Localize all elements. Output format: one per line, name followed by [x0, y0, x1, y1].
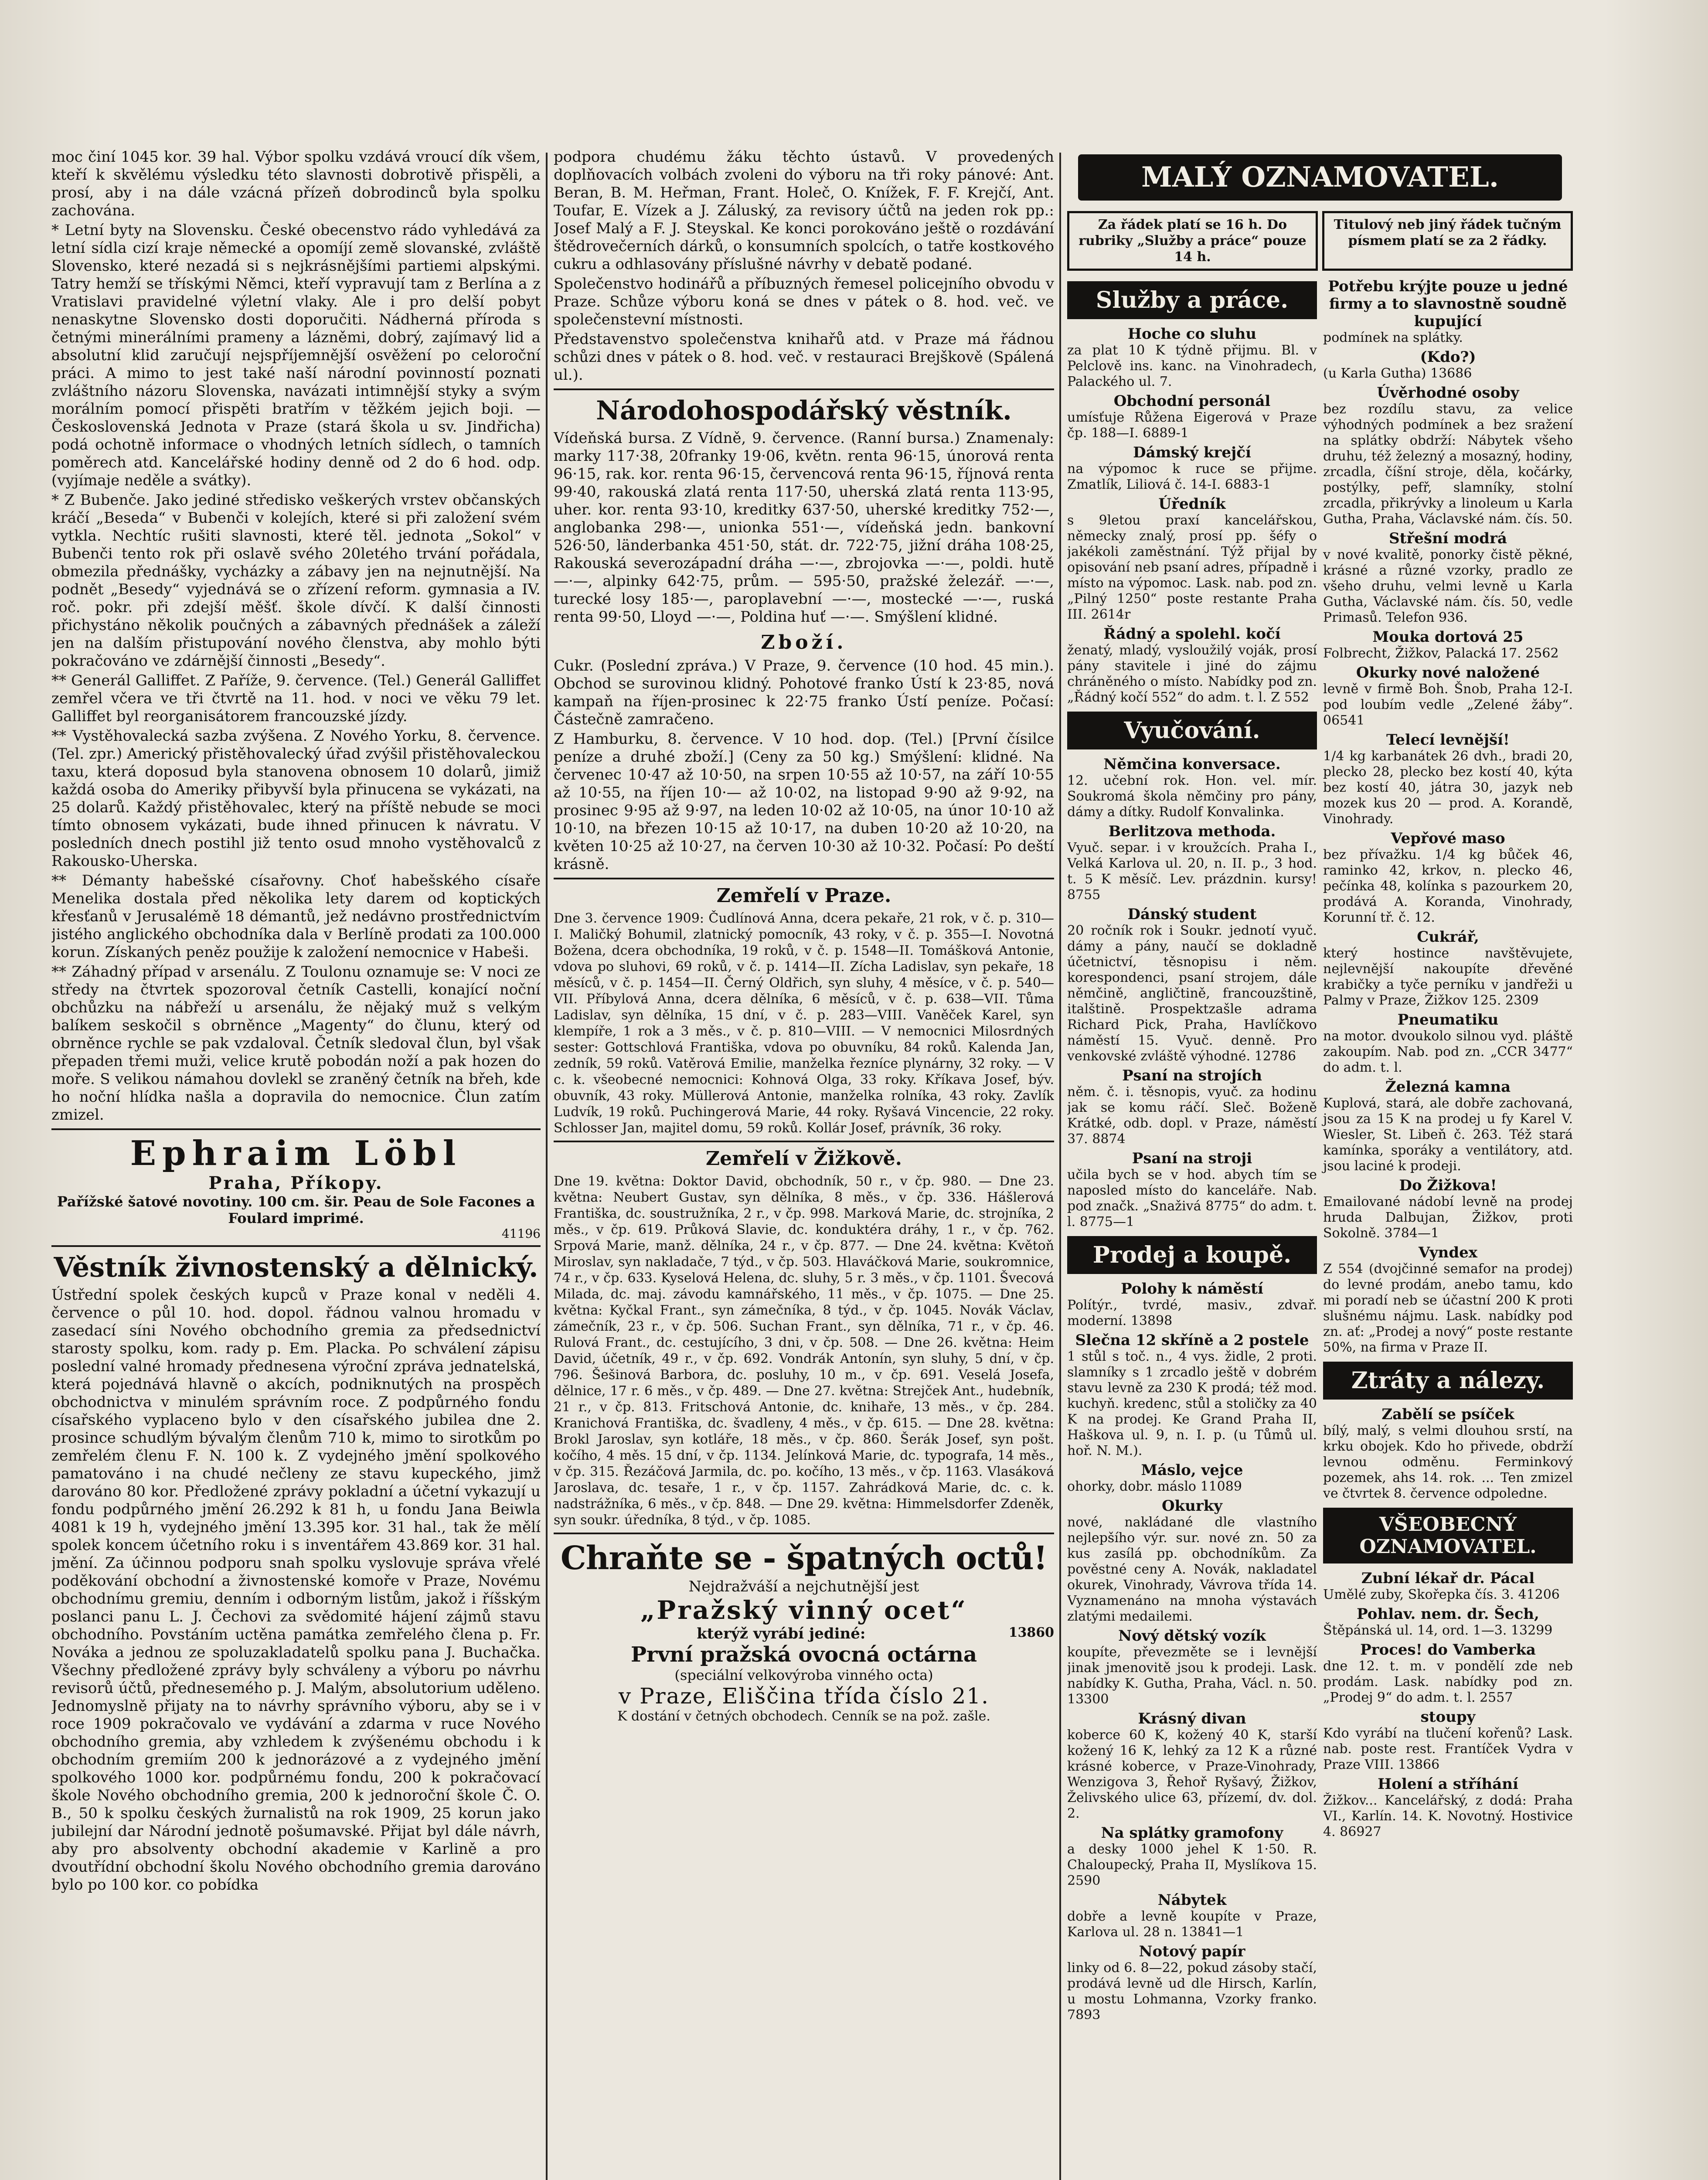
classified-head: Němčina konversace.: [1103, 756, 1281, 773]
classified-body: nové, nakládané dle vlastního nejlepšího výr. sur. nové zn. 50 za kus zasílá pp. obchodníkům. Za pověstné ceny A. Novák, nakladatel okurek, Vinohrady, Vávrova třída 14. Vyznamenáno na mnoha výstavách zlatými medailemi.: [1067, 1515, 1317, 1624]
zemreli-praha-list: Dne 3. července 1909: Čudlínová Anna, dcera pekaře, 21 rok, v č. p. 310—I. Maličký Bohumil, zlatnický pomocník, 43 roky, v č. p. 355—I. Novotná Božena, dcera obchodníka, 19 roků, v č. p. 1548—II. Tomášková Antonie, vdova po sluhovi, 69 roků, v č. p. 1414—II. Zícha Ladislav, syn pekaře, 18 měsíců, v č. p. 1454—II. Černý Oldřich, syn sluhy, 4 měsíce, v č. p. 540—VII. Příbylová Anna, dcera dělníka, 6 měsíců, v č. p. 638—VII. Tůma Ladislav, syn dělníka, 15 dní, v č. p. 283—VIII. Vaněček Karel, syn klempíře, 1 rok a 3 měs., v č. p. 810—VIII. — V nemocnici Milosrdných sester: Gottschlová Františka, vdova po obuvníku, 84 roků. Kalenda Jan, zedník, 59 roků. Vatěrová Emilie, manželka řezníce plynárny, 32 roky. — V c. k. všeobecné nemocnici: Kohnová Olga, 33 roky. Kříkava Josef, býv. obuvník, 43 roky. Müllerová Antonie, manželka rolníka, 43 roky. Zavlík Ludvík, 19 roků. Puchingerová Marie, 44 roky. Ryšavá Vincencie, 22 roky. Schlosser Jan, majitel domu, 59 roků. Kollár Josef, právník, 36 roky.: [554, 911, 1054, 1136]
classified-head: Notový papír: [1139, 1943, 1245, 1960]
classified-head: Úředník: [1158, 495, 1226, 513]
classified-head: Holení a stříhání: [1378, 1775, 1518, 1793]
narodohosp-title: Národohospodářský věstník.: [596, 395, 1012, 426]
classified-body: Umělé zuby, Skořepka čís. 3. 41206: [1323, 1587, 1560, 1602]
news-item: ** Záhadný případ v arsenálu. Z Toulonu oznamuje se: V noci ze středy na čtvrtek spozoroval četník Castelli, konající noční obchůzku na nábřeží u arsenálu, že nějaký muž s velkým balíkem seskočil s obrněnce „Magenty“ do člunu, který od obrněnce rychle se pak vzdaloval. Četník sledoval člun, byl však přepaden třemi muži, velice krutě pobodán noží a pak hozen do moře. S velikou námahou dovlekl se zraněný četník na břeh, kde ho noční hlídka našla a dopravila do nemocnice. Člun zatím zmizel.: [51, 963, 541, 1124]
classified-head: Pneumatiku: [1397, 1011, 1499, 1029]
classified-head: Nový dětský vozík: [1118, 1627, 1266, 1645]
classified-head: Telecí levnější!: [1386, 731, 1510, 749]
lobl-ref: 41196: [501, 1226, 541, 1241]
classified-head: Řádný a spolehl. kočí: [1103, 625, 1281, 643]
classified-body: Z 554 (dvojčinné semafor na prodej) do levné prodám, anebo tamu, kdo mi poradí neb se účastní 200 K proti slušnému nájmu. Lask. nabídky pod zn. ať: „Prodej a nový“ poste restante 50%, na firma v Praze II.: [1323, 1261, 1573, 1355]
divider: [51, 1245, 541, 1247]
classified-head: Pohlav. nem. dr. Šech,: [1357, 1605, 1539, 1623]
news-item: * Letní byty na Slovensku. České obecenstvo rádo vyhledává za letní sídla cizí kraje německé a opomíjí země slovanské, zvláště Slovensko, které nezadá si s nejkrásnějšími partiemi alpskými. Tatry hemží se třískými Němci, kteří vypravují tam z Berlína a z Vratislavi pravidelné výletní vlaky. Ale i pro delší pobyt nenaskytne Slovensko dosti doporučiti. Nádherná příroda s četnými minerálními prameny a lázněmi, dobrý, zajímavý lid a absolutní klid zaručují nejspříjemnější osvěžení po celoroční práci. A mimo to jest také naší národní povinností poznati zvláštního názoru Slovenska, navázati intimnější styky a svým morálním pomocí přispěti bratřím v těžkém jejich boji. — Československá Jednota v Praze (stará škola u sv. Jindřicha) podá ochotně informace o vhodných letních sídlech, o tamních poměrech atd. Kancelářské hodiny denně od 2 do 6 hod. odp. (vyjímaje neděle a svátky).: [51, 221, 541, 489]
vestnik-continued: podpora chudému žáku těchto ústavů. V provedených doplňovacích volbách zvoleni do výboru na tři roky pánové: Ant. Beran, B. M. Heřman, Frant. Holeč, O. Knížek, F. F. Krejčí, Ant. Toufar, E. Vízek a J. Záluský, za revisory účtů na jeden rok pp.: Josef Malý a F. J. Steyskal. Ke konci porokováno ještě o rozdávání štědrovečerních dárků, o konsumních spolcích, o tatře kostkového cukru a odhlasovány příslušné návrhy v debatě podané.: [554, 148, 1054, 273]
classified-body: podmínek na splátky.: [1323, 330, 1463, 345]
classified-body: Polítýr., tvrdé, masiv., zdvař. moderní. 13898: [1067, 1298, 1317, 1328]
zbozi-title: Zboží.: [761, 631, 847, 654]
ocet-footer: K dostání v četných obchodech. Cenník se na pož. zašle.: [617, 1709, 990, 1724]
ocet-ref: 13860: [1008, 1625, 1054, 1640]
zemreli-praha-title: Zemřelí v Praze.: [716, 885, 891, 907]
divider: [554, 1141, 1054, 1142]
classified-head: Zabělí se psíček: [1381, 1406, 1514, 1423]
column-left: [51, 148, 541, 2180]
ocet-advertisement: [554, 1539, 1054, 1724]
classified-body: bez rozdílu stavu, za velice výhodných podmínek a bez sražení na splátky obdrží: Nábytek všeho druhu, též železný a mosazný, hodiny, zrcadla, číšní stroje, děla, kočárky, postýlky, pefř, slamníky, stolní zrcadla, přikrývky a linoleum u Karla Gutha, Praha, Václavské nám. čís. 50.: [1323, 402, 1573, 527]
classified-head: Okurky: [1161, 1497, 1223, 1515]
vseobecny-header: VŠEOBECNÝ OZNAMOVATEL.: [1323, 1508, 1573, 1563]
divider: [554, 878, 1054, 879]
classified-head: Cukrář,: [1417, 928, 1479, 946]
classified-head: Do Žižkova!: [1399, 1177, 1497, 1194]
classified-body: 12. učební rok. Hon. vel. mír. Soukromá škola němčiny pro pány, dámy a dítky. Rudolf Konvalinka.: [1067, 773, 1317, 820]
column-right: [1067, 148, 1573, 2180]
classified-body: v nové kvalitě, ponorky čistě pěkné, krásné a různé vzorky, pradlo ze všeho druhu, velmi levně u Karla Gutha, Václavské nám. čís. 50, vedle Primasů. Telefon 936.: [1323, 547, 1573, 625]
classified-head: Dámský krejčí: [1133, 444, 1251, 461]
zbozi-report: Cukr. (Poslední zpráva.) V Praze, 9. července (10 hod. 45 min.). Obchod se surovinou klidný. Pohotové franko Ústí k 23·85, nová kampaň na říjen-prosinec k 22·75 franko Ústí peníze. Počasí: Částečně zamračeno.: [554, 657, 1054, 728]
column-rule: [1059, 153, 1061, 2180]
classified-head: Polohy k náměstí: [1121, 1280, 1263, 1298]
zbozi-report: Z Hamburku, 8. července. V 10 hod. dop. (Tel.) [První čísilce peníze a druhé zboží.] (Ceny za 50 kg.) Smýšlení: klidné. Na červenec 10·47 až 10·50, na srpen 10·55 až 10·57, na září 10·55 až 10·55, na říjen 10·— až 10·02, na listopad 9·90 až 9·92, na prosinec 9·95 až 9·97, na leden 10·02 až 10·05, na únor 10·10 až 10·10, na březen 10·15 až 10·17, na duben 10·20 až 10·20, na květen 10·25 až 10·27, na červen 10·30 až 10·32. Počasí: Po deští krásně.: [554, 730, 1054, 873]
news-item: ** Démanty habešské císařovny. Choť habešského císaře Menelika dostala před několika lety darem od koptických křesťanů v Jerusalémě 18 démantů, jež nedávno prostřednictvím jistého anglického obchodníka dala v Berlíně prodati za 100.000 korun. Získaných peněz použije k založení nemocnice v Habeši.: [51, 872, 541, 961]
classified-head: (Kdo?): [1420, 348, 1476, 366]
classified-body: koberce 60 K, kožený 40 K, starší kožený 16 K, lehký za 12 K a různé krásné koberce, v Praze-Vinohrady, Wenzigova 3, Řehoř Ryšavý, Žižkov, Želivského ulice 63, přízemí, dv. dol. 2.: [1067, 1727, 1317, 1821]
column-rule: [546, 153, 548, 2180]
spolecenstvo-notice: Společenstvo hodinářů a příbuzných řemesel policejního obvodu v Praze. Schůze výboru koná se dnes v pátek o 8. hod. več. ve společenstevní místnosti.: [554, 275, 1054, 328]
classified-head: stoupy: [1420, 1708, 1476, 1726]
classifieds-left: [1067, 275, 1317, 2023]
classified-body: Kuplová, stará, ale dobře zachovaná, jsou za 15 K na prodej u fy Karel V. Wiesler, St. Libeň č. 263. Též stará kamínka, sporáky a ventilátory, atd. jsou laciné k prodeji.: [1323, 1096, 1573, 1174]
spolecenstvo-notice: Představenstvo společenstva knihařů atd. v Praze má řádnou schůzi dnes v pátek o 8. hod. več. v restauraci Brejškově (Spálená ul.).: [554, 330, 1054, 384]
lobl-name: Ephraim Löbl: [130, 1134, 462, 1173]
classified-body: na motor. dvoukolo silnou vyd. pláště zakoupím. Nab. pod zn. „CCR 3477“ do adm. t. l.: [1323, 1029, 1573, 1075]
news-item: moc činí 1045 kor. 39 hal. Výbor spolku vzdává vroucí dík všem, kteří k skvělému výsledku této slavnosti dobrotivě přispěli, a prosí, aby i na dále vzácná přízeň dobrodinců byla spolku zachována.: [51, 148, 541, 219]
divider: [51, 1128, 541, 1130]
burza-report: Vídeňská bursa. Z Vídně, 9. července. (Ranní bursa.) Znamenaly: marky 117·38, 20franky 19·06, květn. renta 96·15, únorová renta 96·15, rak. kor. renta 96·15, červencová renta 96·15, říjnová renta 99·40, rakouská zlatá renta 117·50, uherská zlatá renta 113·95, uher. kor. renta 93·10, kreditky 637·50, uherské kreditky 752·—, anglobanka 298·—, unionka 551·—, vídeňská jedn. bankovní 526·50, länderbanka 451·50, stát. dr. 722·75, jižní dráha 108·25, Rakouská severozápadní dráha —·—, zbrojovka —·—, poldi. hutě —·—, alpinky 642·75, prům. — 595·50, pražské železář. —·—, turecké losy 185·—, paroplavební —·—, mostecké —·—, ruská renta 99·50, Lloyd —·—, Poldina huť —·—. Smýšlení klidné.: [554, 429, 1054, 626]
ocet-maker: První pražská ovocná octárna: [630, 1642, 977, 1667]
classified-head: Proces! do Vamberka: [1360, 1641, 1536, 1659]
news-item: * Z Bubenče. Jako jediné středisko veškerých vrstev občanských kráčí „Beseda“ v Bubenči v kolejích, které si při založení svém vytkla. Nechtíc rušiti slavnosti, které těl. jednota „Sokol“ v Bubenči tento rok při oslavě svého 20letého trvání pořádala, obmezila přednášky, vycházky a zábavy jen na nejnutnější. Na podnět „Besedy“ vyjednává se o zřízení reform. gymnasia a IV. roč. pokr. při zdejší měšť. škole dívčí. K další činnosti přichystáno několik poučných a zábavných přednášek a záleží jen na dalším přistupování nového členstva, aby mohlo býti pokračováno ve zdárnější činnosti „Besedy“.: [51, 491, 541, 670]
classified-body: na výpomoc k ruce se přijme. Zmatlík, Liliová č. 14-I. 6883-1: [1067, 461, 1317, 492]
classified-head: Na splátky gramofony: [1101, 1824, 1283, 1842]
ocet-note: (speciální velkovýroba vinného octa): [674, 1667, 933, 1683]
zemreli-zizkov-list: Dne 19. května: Doktor David, obchodník, 50 r., v čp. 980. — Dne 23. května: Neubert Gustav, syn dělníka, 8 měs., v čp. 336. Hášlerová Františka, dc. soustružníka, 2 r., v čp. 998. Marková Marie, dc. strojníka, 2 měs., v čp. 619. Průková Slavie, dc. konduktéra dráhy, 1 r., v čp. 762. Srpová Marie, manž. dělníka, 24 r., v čp. 877. — Dne 24. května: Květoň Miroslav, syn nakladače, 7 týd., v čp. 503. Hlaváčková Marie, soukromnice, 74 r., v čp. 633. Kyselová Helena, dc. sluhy, 5 r. 3 měs., v čp. 1101. Švecová Milada, dc. maj. závodu kamnářského, 11 měs., v čp. 1075. — Dne 25. května: Kyčkal Frant., syn zámečníka, 8 týd., v čp. 1045. Novák Václav, zámečník, 23 r., v čp. 506. Suchan Frant., syn dělníka, 71 r., v čp. 46. Rulová Frant., dc. cestujícího, 3 dni, v čp. 508. — Dne 26. května: Heim David, účetník, 49 r., v čp. 692. Vondrák Antonín, syn sluhy, 5 dní, v čp. 796. Šešinová Barbora, dc. posluhy, 10 m., v čp. 691. Veselá Josefa, dělnice, 17 r. 6 měs., v čp. 489. — Dne 27. května: Strejček Ant., hudebník, 21 r., v čp. 813. Fritschová Antonie, dc. knihaře, 13 měs., v čp. 284. Kranichová Františka, dc. švadleny, 4 měs., v čp. 615. — Dne 28. května: Brokl Jaroslav, syn kotláře, 18 měs., v čp. 860. Šerák Josef, syn pošt. kočího, 4 měs. 15 dní, v čp. 1134. Jelínková Marie, dc. typografa, 14 měs., v čp. 315. Řezáčová Jarmila, dc. po. kočího, 13 měs., v čp. 1163. Vlasáková Jaroslava, dc. tesaře, 1 r., v čp. 1157. Zahrádková Marie, dc. c. k. nadstrážníka, 6 měs., v čp. 848. — Dne 29. května: Himmelsdorfer Zdeněk, syn soukr. úředníka, 8 týd., v čp. 1085.: [554, 1174, 1054, 1528]
classified-body: a desky 1000 jehel K 1·50. R. Chaloupecký, Praha II, Myslíkova 15. 2590: [1067, 1842, 1317, 1888]
classified-head: Slečna 12 skříně a 2 postele: [1075, 1332, 1309, 1349]
classified-body: levně v firmě Boh. Šnob, Praha 12-I. pod loubím vedle „Zelené žáby“. 06541: [1323, 681, 1573, 728]
ocet-address: v Praze, Eliščina třída číslo 21.: [618, 1683, 990, 1709]
classified-head: Úvěrhodné osoby: [1377, 384, 1519, 402]
classified-head: Psaní na strojích: [1122, 1067, 1262, 1084]
classified-body: s 9letou praxí kancelářskou, německy znalý, prosí pp. šéfy o jakékoli zaměstnání. Týž přijal by opisování neb psaní adres, případně i místo na výpomoc. Lask. nab. pod zn. „Pilný 1250“ poste restante Praha III. 2614r: [1067, 513, 1317, 622]
classified-head: Zubní lékař dr. Pácal: [1361, 1570, 1535, 1587]
classified-head: Máslo, vejce: [1141, 1461, 1243, 1479]
classified-head: Dánský student: [1127, 906, 1257, 923]
news-item: ** Generál Galliffet. Z Paříže, 9. července. (Tel.) Generál Galliffet zemřel včera ve tři čtvrtě na 11. hod. v noci ve věku 79 let. Galliffet byl reorganisátorem francouzské jízdy.: [51, 672, 541, 725]
classified-body: linky od 6. 8—22, pokud zásoby stačí, prodává levně ud dle Hirsch, Karlín, u mostu Lohmanna, Vzorky franko. 7893: [1067, 1960, 1317, 2023]
classified-body: Žižkov... Kancelářský, z dodá: Praha VI., Karlín. 14. K. Novotný. Hostivice 4. 86927: [1323, 1793, 1573, 1839]
classified-body: za plat 10 K týdně přijmu. Bl. v Pelclově ins. kanc. na Vinohradech, Palackého ul. 7.: [1067, 343, 1317, 389]
ocet-headline: Chraňte se - špatných octů!: [560, 1540, 1048, 1577]
classified-body: dobře a levně koupíte v Praze, Karlova ul. 28 n. 13841—1: [1067, 1909, 1317, 1940]
classified-head: Berlitzova methoda.: [1108, 823, 1276, 840]
classified-body: Emailované nádobí levně na prodej hruda Dalbujan, Žižkov, proti Sokolně. 3784—1: [1323, 1194, 1573, 1241]
classified-head: Železná kamna: [1385, 1078, 1511, 1096]
classified-head: Střešní modrá: [1389, 530, 1507, 547]
ocet-line: Nejdražváší a nejchutnější jest: [688, 1578, 919, 1595]
classified-head: Okurky nové naložené: [1356, 664, 1540, 681]
classified-body: 1 stůl s toč. n., 4 vys. židle, 2 proti. slamníky s 1 zrcadlo ještě v dobrém stavu levně za 230 K prodá; též mod. kuchyň. kredenc, stůl a stoličky za 40 K na prodej. Ke Grand Praha II, Haškova ul. 9, n. I. p. (u Tůmů ul. hoř. N. M.).: [1067, 1349, 1317, 1458]
classified-body: Vyuč. separ. i v kroužcích. Praha I., Velká Karlova ul. 20, n. II. p., 3 hod. t. 5 K měsíč. Lev. prázdnin. kursy! 8755: [1067, 840, 1317, 903]
classified-body: (u Karla Gutha) 13686: [1323, 366, 1472, 381]
ocet-line: [554, 1625, 1054, 1642]
classified-body: učila bych se v hod. abych tím se naposled místo do kanceláře. Nab. pod značk. „Snaživá 8775“ do adm. t. l. 8775—1: [1067, 1167, 1317, 1230]
classifieds: [1067, 275, 1573, 2023]
classified-body: který hostince navštěvujete, nejlevnější nakoupíte dřevěné krabičky a tyče perníku v jandřeži u Palmy v Praze, Žižkov 125. 2309: [1323, 946, 1573, 1008]
classified-body: Kdo vyrábí na tlučení kořenů? Lask. nab. poste rest. Frantíček Vydra v Praze VIII. 13866: [1323, 1726, 1573, 1772]
column-middle: [554, 148, 1054, 2180]
rates-right: Titulový neb jiný řádek tučným písmem platí se za 2 řádky.: [1322, 211, 1573, 271]
classified-body: něm. č. i. těsnopis, vyuč. za hodinu jak se komu ráčí. Sleč. Boženě Krátké, odb. dopl. v Praze, náměstí 37. 8874: [1067, 1084, 1317, 1147]
sluzby-header: Služby a práce.: [1067, 281, 1317, 319]
classified-head: Obchodní personál: [1113, 392, 1271, 410]
classified-body: 1/4 kg karbanátek 26 dvh., bradi 20, plecko 28, plecko bez kostí 40, kýta bez kostí 40, játra 30, jazyk neb mozek kus 20 — prod. A. Korandě, Vinohrady.: [1323, 749, 1573, 827]
prodej-header: Prodej a koupě.: [1067, 1236, 1317, 1274]
rates-row: [1067, 207, 1573, 275]
ztraty-header: Ztráty a nálezy.: [1323, 1362, 1573, 1400]
classified-head: Krásný divan: [1138, 1710, 1246, 1727]
ocet-line-text: kterýž vyrábí jediné:: [697, 1625, 866, 1642]
classified-body: bílý, malý, s velmi dlouhou srstí, na krku obojek. Kdo ho přivede, obdrží levnou odměnu. Ferminkový pozemek, ahs 14. rok. ... Ten zmizel ve čtvrtek 8. července odpoledne.: [1323, 1423, 1573, 1501]
classified-head: Vepřové maso: [1391, 830, 1505, 847]
classified-head: Psaní na stroji: [1132, 1150, 1252, 1167]
classified-body: Folbrecht, Žižkov, Palacká 17. 2562: [1323, 646, 1559, 661]
classified-body: koupíte, převezměte se i levnější jinak jmenovitě jsou k prodeji. Lask. nabídky K. Gutha, Praha, Václ. n. 50. 13300: [1067, 1645, 1317, 1707]
classified-head: Vyndex: [1418, 1244, 1478, 1261]
ocet-name: „Pražský vinný ocet“: [640, 1595, 967, 1625]
classified-head: Mouka dortová 25: [1372, 628, 1524, 646]
classified-head: Hoche co sluhu: [1127, 325, 1257, 343]
classified-head: Potřebu krýjte pouze u jedné firmy a to slavnostně soudně kupující: [1328, 278, 1568, 330]
lobl-advertisement: [51, 1134, 541, 1241]
classified-body: dne 12. t. m. v pondělí zde neb prodám. Lask. nabídky pod zn. „Prodej 9“ do adm. t. l. 2557: [1323, 1659, 1573, 1705]
classified-body: Štěpánská ul. 14, ord. 1—3. 13299: [1323, 1623, 1553, 1638]
vyucovani-header: Vyučování.: [1067, 712, 1317, 749]
vestnik-article: Ústřední spolek českých kupců v Praze konal v neděli 4. července o půl 10. hod. dopol. řádnou valnou hromadu v zasedací síni Nového obchodního gremia za předsednictví starosty spolku, kom. rady p. Em. Placka. Po schválení zápisu poslední valné hromady přednesena výroční zpráva jednatelská, která pojednává hlavně o akcích, podniknutých na prospěch obchodnictva v minulém správním roce. Z podpůrného fondu císařského vyplaceno bylo v den císařského jubilea dne 2. prosince schudlým bývalým členům 710 k, mimo to sirotkům po zemřelém členu F. N. 100 k. Z vydejného jmění spolkového pamatováno i na chudé nečleny ze stavu kupeckého, jimž darováno 80 kor. Předložené zprávy pokladní a účetní vykazují u fondu podpůrného jmění 26.292 k 81 h, u fondu Jana Beiwla 4081 k 19 h, vydejného jmění 13.395 kor. 31 hal., tak že mělí spolek koncem účetního roku i s inventářem 43.869 kor. 31 hal. jmění. Za účinnou podporu snah spolku vyslovuje správa vřelé poděkování obchodní a živnostenské komoře v Praze, Novému obchodnímu gremiu, denním i odborným listům, jakož i říšským poslanci panu L. J. Čechovi za svědomité hájení zájmů stavu obchodního. Povstáním uctěna památka zemřelého člena p. Fr. Nováka a jednou ze spoluzakladatelů spolku pana J. Buchačka. Všechny předložené zprávy byly schváleny a výboru po návrhu revisorů účtů, přednesemého p. J. Malým, absolutorium uděleno. Jednomyslně přijaty na to návrhy správního výboru, aby se i v roce 1909 pokračovalo ve vydávání a zdarma v ruce Nového obchodního gremia, aby vzhledem k zvýšenému obchodu i k obchodním gremiím 200 k jednorázové a z vydejného jmění spolkového 1000 kor. podpůrnému fondu, 200 k pokračovací škole Nového obchodního gremia, 200 k jednoroční škole Č. O. B., 50 k spolku českých žurnalistů na rok 1909, 25 korun jako jubilejní dar Národní jednotě pošumavské. Přijat byl dále návrh, aby pro absolventy obchodní akademie v Karlině a pro dvoutřídní obchodní školu Nového obchodního gremia darováno bylo po 100 kor. co pobídka: [51, 1286, 541, 1894]
rates-left: Za řádek platí se 16 h. Do rubriky „Služby a práce“ pouze 14 h.: [1067, 211, 1318, 271]
classifieds-right: [1323, 275, 1573, 2023]
zemreli-zizkov-title: Zemřelí v Žižkově.: [705, 1148, 902, 1170]
classified-body: ženatý, mladý, vysloužilý voják, prosí pány stavitele i jiné do zájmu chráněného o místo. Nabídky pod zn. „Řádný kočí 552“ do adm. t. l. Z 552: [1067, 643, 1317, 705]
classified-body: umísťuje Růžena Eigerová v Praze čp. 188—I. 6889-1: [1067, 410, 1317, 441]
divider: [554, 1533, 1054, 1534]
divider: [554, 388, 1054, 390]
maly-oznamovatel-header: MALÝ OZNAMOVATEL.: [1078, 154, 1562, 201]
classified-body: 20 ročník rok i Soukr. jednotí vyuč. dámy a pány, naučí se dokladně účetnictví, těsnopisu i něm. korespondenci, psaní strojem, dále němčině, angličtině, francouzštině, italštině. Prospektzašle adrama Richard Pick, Praha, Havlíčkovo náměstí 15. Vyuč. denně. Pro venkovské zvláště výhodné. 12786: [1067, 923, 1317, 1064]
classified-head: Nábytek: [1157, 1891, 1227, 1909]
news-item: ** Vystěhovalecká sazba zvýšena. Z Nového Yorku, 8. července. (Tel. zpr.) Americký přistěhovalecký úřad zvýšil přistěhovaleckou taxu, která doposud byla stanovena obnosem 10 dolarů, jimiž každá osoba do Ameriky přibyvší byla přinucena se vykázati, na 25 dolarů. Každý přistěhovalec, který na příště nebude se moci tímto obnosem vykázati, bude ihned přinucen k návratu. V posledních dnech postihl již tento osud mnoho vystěhovalců z Rakousko-Uherska.: [51, 727, 541, 870]
lobl-text: Pařížské šatové novotiny. 100 cm. šir. Peau de Sole Facones a Foulard imprimé.: [57, 1193, 535, 1226]
classified-body: bez přívažku. 1/4 kg bůček 46, raminko 42, krkov, n. plecko 46, pečínka 48, kolínka s pazourkem 20, prodává A. Koranda, Vinohrady, Korunní tř. č. 12.: [1323, 847, 1573, 925]
vestnik-title: Věstník živnostenský a dělnický.: [54, 1251, 538, 1283]
classified-body: ohorky, dobr. máslo 11089: [1067, 1479, 1242, 1494]
lobl-city: Praha, Příkopy.: [208, 1173, 384, 1193]
